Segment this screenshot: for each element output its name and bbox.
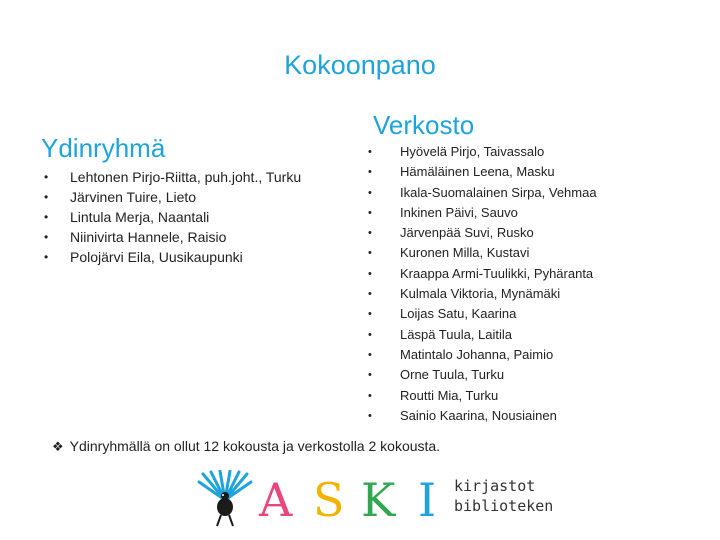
aski-logo xyxy=(195,470,554,530)
list-item: • Routti Mia, Turku xyxy=(368,386,597,406)
list-item: • Lintula Merja, Naantali xyxy=(44,209,210,225)
bullet-icon: • xyxy=(368,206,372,219)
core-group-heading: Ydinryhmä xyxy=(41,133,166,163)
bird-icon xyxy=(195,470,255,530)
bullet-icon: • xyxy=(44,170,49,184)
logo-letter-s: S xyxy=(313,473,345,527)
slide-title: Kokoonpano xyxy=(284,50,436,80)
diamond-bullet-icon: ❖ xyxy=(52,439,64,454)
logo-letter-k: K xyxy=(361,473,396,527)
list-item: • Loijas Satu, Kaarina xyxy=(368,304,597,324)
bullet-icon: • xyxy=(368,288,372,301)
bullet-icon: • xyxy=(368,369,372,382)
bullet-icon: • xyxy=(368,227,372,240)
list-item: • Lehtonen Pirjo-Riitta, puh.joht., Turku xyxy=(44,169,302,185)
list-item: • Hyövelä Pirjo, Taivassalo xyxy=(368,142,597,162)
list-item: • Järvinen Tuire, Lieto xyxy=(44,189,197,205)
bullet-icon: • xyxy=(368,348,372,361)
logo-letter-a: A xyxy=(259,473,293,527)
list-item: • Ikala-Suomalainen Sirpa, Vehmaa xyxy=(368,183,597,203)
list-item: • Järvenpää Suvi, Rusko xyxy=(368,223,597,243)
logo-line-2: biblioteken xyxy=(454,497,554,515)
list-item: • Niinivirta Hannele, Raisio xyxy=(44,229,227,245)
bullet-icon: • xyxy=(368,409,372,422)
bullet-icon: • xyxy=(368,308,372,321)
bullet-icon: • xyxy=(368,146,372,158)
bullet-icon: • xyxy=(44,210,49,224)
logo-letter-i: I xyxy=(418,473,437,527)
meeting-summary xyxy=(52,438,440,455)
bullet-icon: • xyxy=(44,250,49,264)
list-item: • Polojärvi Eila, Uusikaupunki xyxy=(44,249,243,265)
bullet-icon: • xyxy=(368,389,372,402)
network-heading: Verkosto xyxy=(373,110,475,140)
bullet-icon: • xyxy=(44,230,49,244)
list-item: • Kraappa Armi-Tuulikki, Pyhäranta xyxy=(368,264,597,284)
list-item: • Läspä Tuula, Laitila xyxy=(368,325,597,345)
logo-text xyxy=(454,476,553,516)
list-item: • Kulmala Viktoria, Mynämäki xyxy=(368,284,597,304)
network-list xyxy=(368,142,597,426)
bullet-icon: • xyxy=(44,190,49,204)
bullet-icon: • xyxy=(368,267,372,280)
list-item: • Sainio Kaarina, Nousiainen xyxy=(368,406,597,426)
list-item: • Orne Tuula, Turku xyxy=(368,365,597,385)
logo-line-1: kirjastot xyxy=(454,477,536,495)
bullet-icon: • xyxy=(368,186,372,199)
list-item: • Inkinen Päivi, Sauvo xyxy=(368,203,597,223)
list-item: • Matintalo Johanna, Paimio xyxy=(368,345,597,365)
list-item: • Hämäläinen Leena, Masku xyxy=(368,162,597,182)
core-group-list xyxy=(41,167,301,267)
bullet-icon: • xyxy=(368,328,372,341)
bullet-icon: • xyxy=(368,166,372,179)
summary-text: Ydinryhmällä on ollut 12 kokousta ja verkostolla 2 kokousta. xyxy=(69,438,441,454)
bullet-icon: • xyxy=(368,247,372,260)
list-item: • Kuronen Milla, Kustavi xyxy=(368,243,597,263)
